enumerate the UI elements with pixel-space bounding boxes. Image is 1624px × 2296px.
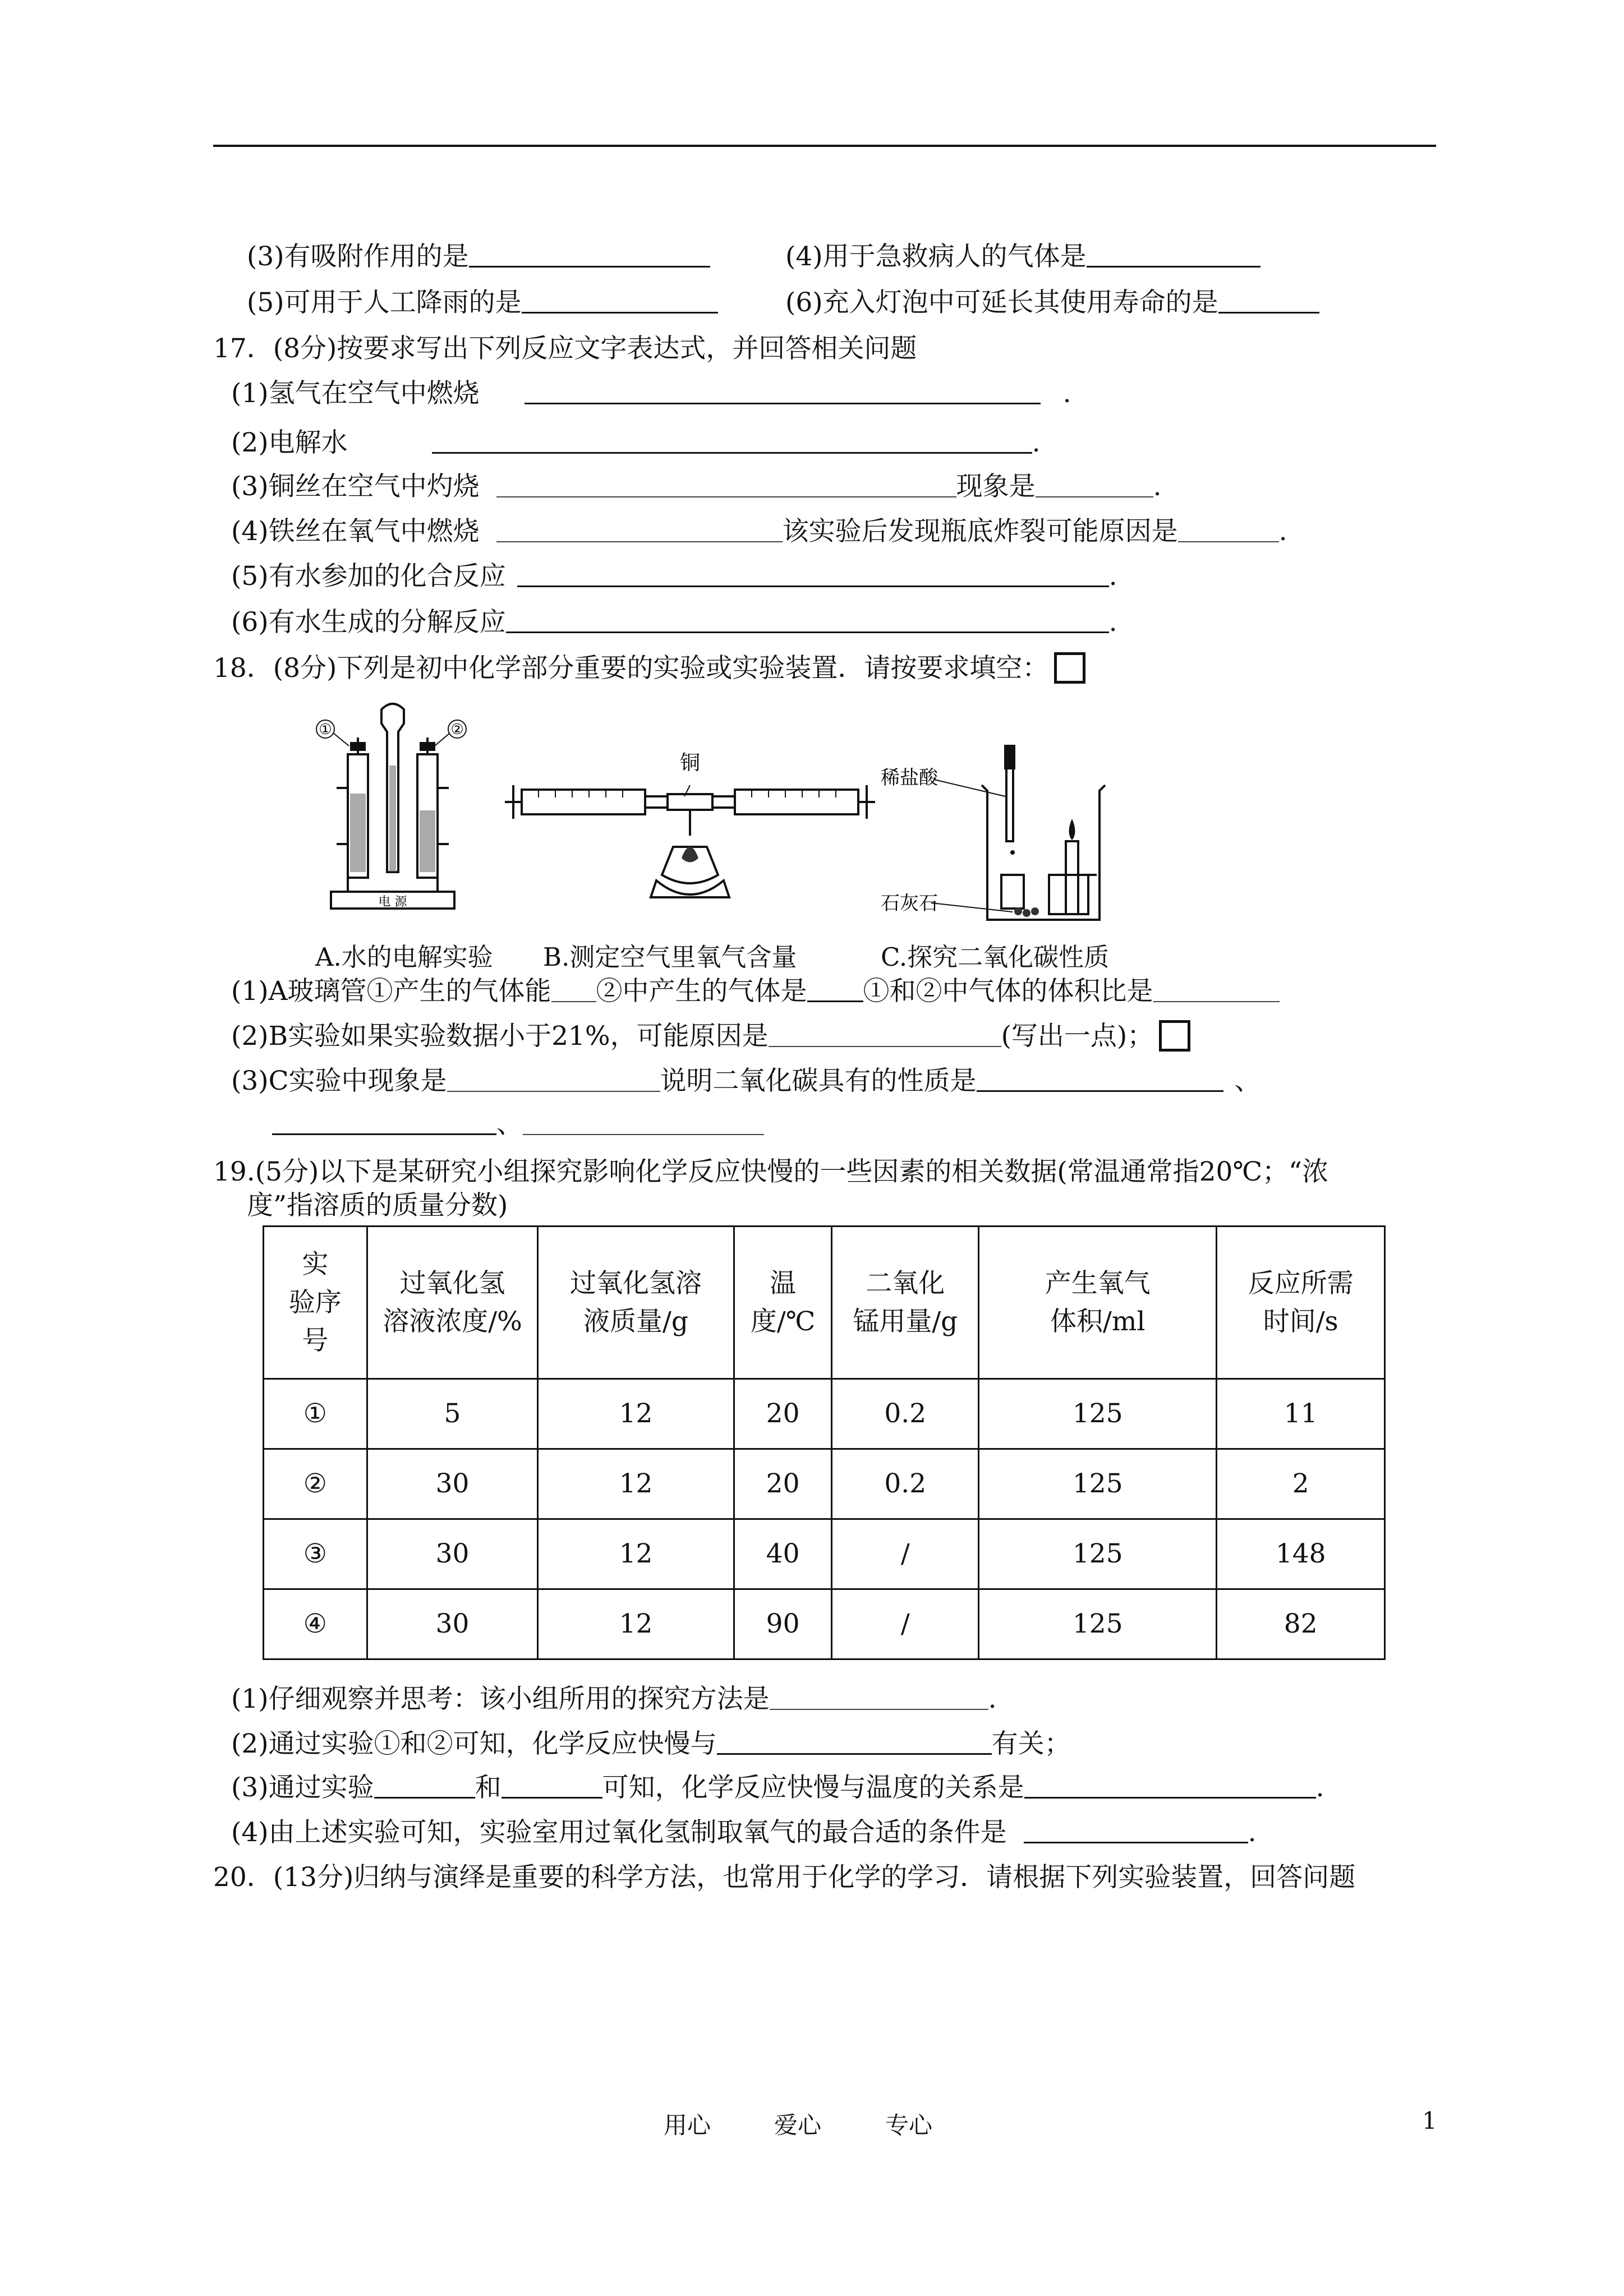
footer-left: 用心 <box>664 2111 711 2139</box>
table-cell: 12 <box>538 1519 734 1589</box>
table-cell: 30 <box>367 1449 538 1519</box>
q19-item2: (2)通过实验①和②可知，化学反应快慢与 有关； <box>231 1728 1071 1759</box>
table-cell: 125 <box>979 1449 1217 1519</box>
q18-item2: (2)B实验如果实验数据小于21%，可能原因是 (写出一点)； <box>231 1020 1190 1053</box>
electrolysis-apparatus-figure <box>314 698 471 911</box>
table-cell: 12 <box>538 1589 734 1659</box>
tube2-label: ② <box>450 721 464 738</box>
table-row <box>264 1589 1385 1659</box>
table-row <box>264 1519 1385 1589</box>
q20-title: 20．(13分)归纳与演绎是重要的科学方法，也常用于化学的学习．请根据下列实验装置，回答问题 <box>213 1862 1356 1893</box>
table-cell: 20 <box>734 1449 832 1519</box>
q19-title-line2: 度”指溶质的质量分数) <box>247 1190 508 1221</box>
table-row <box>264 1379 1385 1449</box>
header-cell: 产生氧气 体积/ml <box>979 1227 1217 1379</box>
co2-property-apparatus-figure <box>881 735 1116 925</box>
q17-item2: (2)电解水 . <box>231 427 1041 458</box>
table-cell: ③ <box>264 1519 367 1589</box>
q17-item1: (1)氢气在空气中燃烧 . <box>231 378 1071 409</box>
q16-item6: (6)充入灯泡中可延长其使用寿命的是 <box>785 286 1319 320</box>
table-cell: 5 <box>367 1379 538 1449</box>
table-cell: 90 <box>734 1589 832 1659</box>
table-cell: ② <box>264 1449 367 1519</box>
table-cell: 82 <box>1217 1589 1385 1659</box>
header-cell: 实 验序 号 <box>264 1227 367 1379</box>
footer-right: 专心 <box>885 2111 933 2139</box>
header-cell: 过氧化氢 溶液浓度/% <box>367 1227 538 1379</box>
q17-item6: (6)有水生成的分解反应 . <box>231 607 1117 638</box>
q18-item3-cont: 、 <box>272 1108 764 1141</box>
q17-item3: (3)铜丝在空气中灼烧 现象是 . <box>231 471 1162 502</box>
q18-item1: (1)A玻璃管①产生的气体能 ②中产生的气体是 ①和②中气体的体积比是 <box>231 975 1280 1008</box>
table-cell: 125 <box>979 1589 1217 1659</box>
q17-item5: (5)有水参加的化合反应 . <box>231 561 1117 592</box>
q17-item4: (4)铁丝在氧气中燃烧 该实验后发现瓶底炸裂可能原因是 . <box>231 516 1287 547</box>
table-cell: / <box>832 1589 979 1659</box>
table-cell: 148 <box>1217 1519 1385 1589</box>
table-cell: 12 <box>538 1379 734 1449</box>
table-cell: / <box>832 1519 979 1589</box>
header-cell: 反应所需 时间/s <box>1217 1227 1385 1379</box>
table-cell: 125 <box>979 1519 1217 1589</box>
acid-label: 稀盐酸 <box>881 767 938 789</box>
table-cell: 2 <box>1217 1449 1385 1519</box>
table-cell: 125 <box>979 1379 1217 1449</box>
power-label: 电 源 <box>378 895 407 909</box>
table-cell: 20 <box>734 1379 832 1449</box>
table-cell: 30 <box>367 1519 538 1589</box>
table-cell: 0.2 <box>832 1379 979 1449</box>
oxygen-content-apparatus-figure <box>505 746 875 914</box>
header-cell: 过氧化氢溶 液质量/g <box>538 1227 734 1379</box>
q19-item1: (1)仔细观察并思考：该小组所用的探究方法是 . <box>231 1684 997 1714</box>
header-cell: 二氧化 锰用量/g <box>832 1227 979 1379</box>
caption-b: B.测定空气里氧气含量 <box>543 942 797 972</box>
table-row <box>264 1449 1385 1519</box>
q17-title: 17．(8分)按要求写出下列反应文字表达式，并回答相关问题 <box>213 333 917 364</box>
q19-title-line1: 19.(5分)以下是某研究小组探究影响化学反应快慢的一些因素的相关数据(常温通常指20℃；“浓 <box>213 1156 1329 1187</box>
table-cell: ④ <box>264 1589 367 1659</box>
caption-c: C.探究二氧化碳性质 <box>881 942 1110 972</box>
table-cell: 40 <box>734 1519 832 1589</box>
table-cell: 0.2 <box>832 1449 979 1519</box>
q16-item3: (3)有吸附作用的是 <box>247 240 710 274</box>
caption-a: A.水的电解实验 <box>315 942 493 972</box>
table-cell: ① <box>264 1379 367 1449</box>
table-header-row <box>264 1227 1385 1379</box>
header-rule <box>213 145 1436 147</box>
page-number: 1 <box>1422 2107 1437 2134</box>
table-cell: 11 <box>1217 1379 1385 1449</box>
table-cell: 12 <box>538 1449 734 1519</box>
q16-item5: (5)可用于人工降雨的是 <box>247 286 718 320</box>
q18-title: 18．(8分)下列是初中化学部分重要的实验或实验装置．请按要求填空： <box>213 652 1085 685</box>
experiment-data-table <box>263 1225 1386 1660</box>
tube1-label: ① <box>319 721 332 738</box>
limestone-label: 石灰石 <box>881 892 938 915</box>
footer-mid: 爱心 <box>774 2111 822 2139</box>
q19-item3: (3)通过实验 和 可知，化学反应快慢与温度的关系是 . <box>231 1772 1324 1803</box>
copper-label: 铜 <box>679 751 701 774</box>
header-cell: 温 度/℃ <box>734 1227 832 1379</box>
table-cell: 30 <box>367 1589 538 1659</box>
answer-box <box>1054 652 1085 684</box>
q18-item3: (3)C实验中现象是 说明二氧化碳具有的性质是 、 <box>231 1066 1261 1096</box>
answer-box <box>1159 1020 1190 1052</box>
q16-item4: (4)用于急救病人的气体是 <box>785 240 1260 274</box>
q19-item4: (4)由上述实验可知，实验室用过氧化氢制取氧气的最合适的条件是 . <box>231 1817 1257 1848</box>
